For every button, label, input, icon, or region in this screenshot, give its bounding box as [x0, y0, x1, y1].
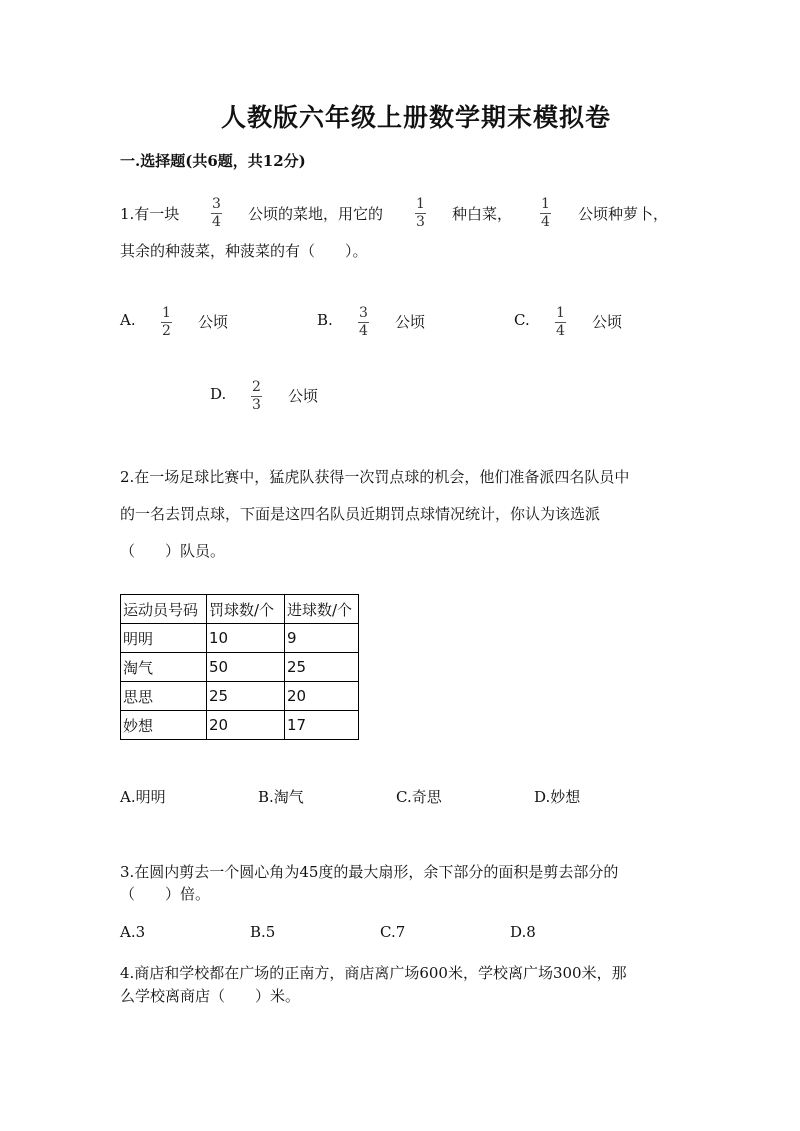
q3-text-line2: （ ）倍。: [120, 885, 211, 903]
fraction-numerator: 1: [162, 305, 171, 321]
q1-option-d-fraction: [251, 380, 262, 413]
q4-text-line1: 4.商店和学校都在广场的正南方，商店离广场600米，学校离广场300米，那: [120, 964, 627, 982]
q1-option-a-label: A.: [120, 311, 136, 329]
fraction-denominator: 4: [541, 214, 550, 230]
table-cell: 25: [207, 682, 285, 711]
fraction-denominator: 3: [416, 214, 425, 230]
q3-option-c: C.7: [380, 923, 406, 941]
table-cell: 淘气: [121, 653, 207, 682]
q2-option-d: D.妙想: [534, 788, 581, 806]
q1-text-part4: 公顷种萝卜，: [578, 205, 669, 223]
table-header-cell: 运动员号码: [121, 595, 207, 624]
q1-fraction-1: [211, 197, 222, 230]
page-title: 人教版六年级上册数学期末模拟卷: [221, 103, 612, 132]
q2-text-line3: （ ）队员。: [120, 542, 226, 560]
fraction-numerator: 2: [252, 379, 261, 395]
table-cell: 明明: [121, 624, 207, 653]
fraction-numerator: 1: [541, 196, 550, 212]
fraction-denominator: 3: [252, 397, 261, 413]
q3-option-b: B.5: [250, 923, 276, 941]
q4-text-line2: 么学校离商店（ ）米。: [120, 987, 301, 1005]
fraction-denominator: 4: [212, 214, 221, 230]
table-cell: 思思: [121, 682, 207, 711]
q1-fraction-3: [540, 197, 551, 230]
table-cell: 20: [285, 682, 359, 711]
table-row: [121, 653, 359, 682]
q2-text-line1: 2.在一场足球比赛中，猛虎队获得一次罚点球的机会，他们准备派四名队员中: [120, 468, 630, 486]
fraction-denominator: 2: [162, 323, 171, 339]
table-header-cell: 罚球数/个: [207, 595, 285, 624]
q2-option-c: C.奇思: [396, 788, 442, 806]
table-cell: 妙想: [121, 711, 207, 740]
table-cell: 20: [207, 711, 285, 740]
q1-text-line2: 其余的种菠菜，种菠菜的有（ ）。: [120, 242, 368, 260]
fraction-numerator: 3: [212, 196, 221, 212]
q1-text-part2: 公顷的菜地，用它的: [248, 205, 384, 223]
q1-text-part3: 种白菜，: [452, 205, 513, 223]
table-row: [121, 624, 359, 653]
fraction-numerator: 3: [359, 305, 368, 321]
penalty-stats-table: [120, 594, 359, 740]
table-cell: 9: [285, 624, 359, 653]
q2-option-b: B.淘气: [258, 788, 304, 806]
q1-option-a-fraction: [161, 306, 172, 339]
q1-text-part1: 1.有一块: [120, 205, 180, 223]
q2-text-line2: 的一名去罚点球，下面是这四名队员近期罚点球情况统计，你认为该选派: [120, 505, 601, 523]
q1-option-c-label: C.: [514, 311, 530, 329]
q1-option-d-label: D.: [210, 385, 227, 403]
table-cell: 17: [285, 711, 359, 740]
q2-option-a: A.明明: [120, 788, 166, 806]
q1-option-d-unit: 公顷: [288, 387, 319, 405]
fraction-numerator: 1: [556, 305, 565, 321]
q1-option-b-unit: 公顷: [395, 313, 426, 331]
fraction-denominator: 4: [359, 323, 368, 339]
q1-option-a-unit: 公顷: [198, 313, 229, 331]
q1-option-b-label: B.: [317, 311, 333, 329]
table-cell: 50: [207, 653, 285, 682]
section-header: 一.选择题(共6题，共12分): [120, 152, 306, 170]
q3-option-d: D.8: [510, 923, 536, 941]
q1-option-c-fraction: [555, 306, 566, 339]
fraction-denominator: 4: [556, 323, 565, 339]
table-header-cell: 进球数/个: [285, 595, 359, 624]
table-cell: 25: [285, 653, 359, 682]
table-header-row: [121, 595, 359, 624]
q3-text-line1: 3.在圆内剪去一个圆心角为45度的最大扇形，余下部分的面积是剪去部分的: [120, 863, 619, 881]
q1-fraction-2: [415, 197, 426, 230]
fraction-numerator: 1: [416, 196, 425, 212]
q1-option-b-fraction: [358, 306, 369, 339]
table-row: [121, 682, 359, 711]
table-row: [121, 711, 359, 740]
table-cell: 10: [207, 624, 285, 653]
q1-option-c-unit: 公顷: [592, 313, 623, 331]
q3-option-a: A.3: [120, 923, 146, 941]
